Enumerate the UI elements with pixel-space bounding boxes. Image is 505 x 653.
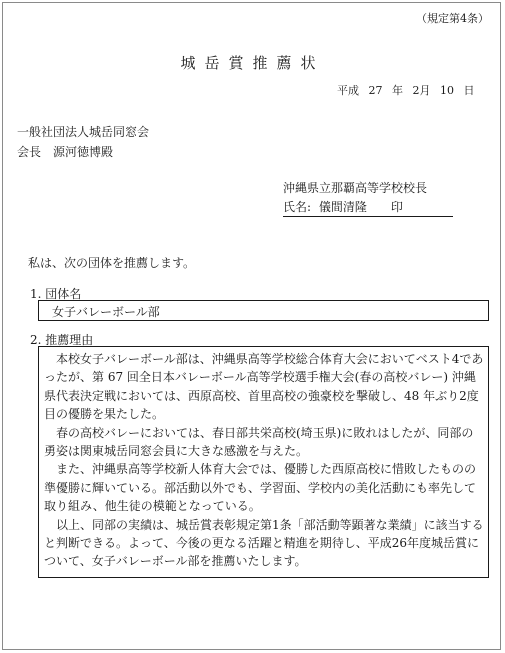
reason-paragraph: 以上、同部の実績は、城岳賞表彰規定第1条「部活動等顕著な業績」に該当すると判断できる。よって、今後の更なる活躍と精進を期待し、平成26年度城岳賞について、女子バレーボール部を推薦いたします。: [44, 517, 484, 569]
reason-paragraph: 本校女子バレーボール部は、沖縄県高等学校総合体育大会においてベスト4であったが、第 67 回全日本バレーボール高等学校選手権大会(春の高校バレー) 沖縄県代表決定戦においては、西原高校、首里高校の強豪校を撃破し、48 年ぶり2度目の優勝を果たした。: [44, 352, 484, 422]
reason-paragraph: また、沖縄県高等学校新人体育大会では、優勝した西原高校に惜敗したものの準優勝に輝いている。部活動以外でも、学習面、学校内の美化活動にも率先して取り組み、他生徒の模範となっている。: [44, 462, 477, 514]
reason-paragraph: 春の高校バレーにおいては、春日部共栄高校(埼玉県)に敗れはしたが、同部の勇姿は関東城岳同窓会員に大きな感激を与えた。: [44, 425, 474, 459]
addressee-organization: 一般社団法人城岳同窓会: [17, 125, 150, 139]
document-date: 平成 27 年 2月 10 日: [337, 84, 475, 97]
group-name-value: 女子バレーボール部: [52, 305, 160, 319]
document-title: 城岳賞推薦状: [180, 54, 325, 72]
sender-school: 沖縄県立那覇高等学校校長: [283, 181, 428, 195]
addressee-name: 会長 源河徳博殿: [17, 145, 114, 159]
intro-text: 私は、次の団体を推薦します。: [28, 256, 196, 270]
section-2-heading: 2. 推薦理由: [30, 333, 94, 347]
reason-text: [44, 350, 484, 571]
sender-name: 氏名: 儀間清隆 印: [283, 198, 453, 217]
rule-label: （規定第4条）: [416, 12, 489, 25]
section-1-heading: 1. 団体名: [30, 287, 82, 301]
